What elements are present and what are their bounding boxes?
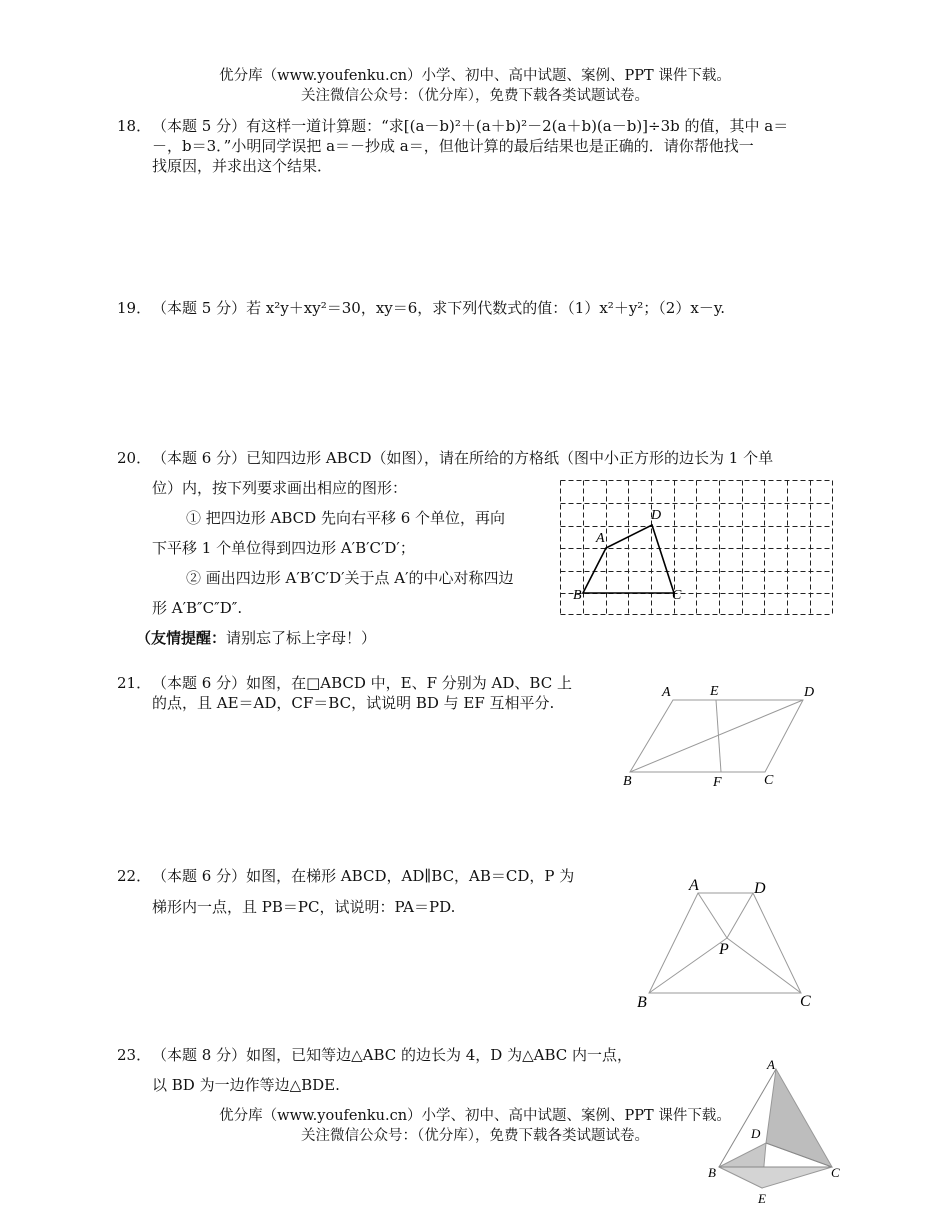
q21-parallelogram-figure: [615, 678, 830, 793]
shaded-triangle-bec: [719, 1167, 832, 1188]
q18-line-1: （本题 5 分）有这样一道计算题：“求[(a－b)²＋(a＋b)²－2(a＋b)(a－b)]÷3b 的值，其中 a＝: [152, 117, 789, 135]
q18-line-2: －，b＝3．”小明同学误把 a＝－抄成 a＝，但他计算的最后结果也是正确的．请你帮他找一: [152, 137, 754, 155]
label-B: B: [573, 588, 582, 603]
segment-pd: [727, 893, 753, 938]
label-D: D: [651, 508, 662, 523]
q18-line-3: 找原因，并求出这个结果．: [152, 157, 333, 175]
q18-number: 18．: [117, 117, 152, 135]
label-B: B: [623, 774, 632, 789]
q23-number: 23．: [117, 1046, 152, 1064]
q20-reminder: [136, 628, 376, 648]
label-C: C: [764, 773, 774, 788]
segment-pc: [727, 938, 801, 993]
q20-number: 20．: [117, 449, 152, 467]
q23-line-1: （本题 8 分）如图，已知等边△ABC 的边长为 4，D 为△ABC 内一点，: [152, 1046, 633, 1064]
q20-line-3: ① 把四边形 ABCD 先向右平移 6 个单位，再向: [186, 509, 506, 527]
header-line-2: 关注微信公众号：（优分库），免费下载各类试题试卷。: [301, 88, 649, 104]
q20-line-1: （本题 6 分）已知四边形 ABCD（如图），请在所给的方格纸（图中小正方形的边长为 1 个单: [152, 449, 774, 467]
q20-line-2: 位）内，按下列要求画出相应的图形：: [152, 479, 408, 497]
label-A: A: [596, 531, 605, 546]
label-E: E: [710, 684, 719, 699]
label-A: A: [689, 877, 699, 894]
q22-number: 22．: [117, 867, 152, 885]
q20-grid-figure: [556, 476, 838, 618]
segment-pb: [649, 938, 727, 993]
q20-reminder-text: 请别忘了标上字母！）: [226, 629, 377, 647]
q22-line-2: 梯形内一点，且 PB＝PC，试说明：PA＝PD.: [152, 898, 456, 916]
q19-number: 19．: [117, 299, 152, 317]
q21-number: 21．: [117, 674, 152, 692]
label-E: E: [758, 1191, 766, 1206]
label-C: C: [831, 1165, 840, 1180]
label-C: C: [672, 588, 682, 603]
segment-pa: [698, 893, 727, 938]
q19-text: （本题 5 分）若 x²y＋xy²＝30，xy＝6，求下列代数式的值：（1）x²＋y²；（2）x－y.: [152, 299, 726, 317]
label-D: D: [754, 880, 766, 897]
q21-line-1: （本题 6 分）如图，在□ABCD 中，E、F 分别为 AD、BC 上: [152, 674, 572, 692]
q20-reminder-label: （友情提醒：: [136, 629, 227, 647]
q21-line-2: 的点，且 AE＝AD，CF＝BC，试说明 BD 与 EF 互相平分.: [152, 694, 555, 712]
label-B: B: [637, 994, 647, 1011]
q20-line-6: 形 A′B″C″D″.: [152, 599, 243, 617]
label-B: B: [708, 1165, 716, 1180]
label-P: P: [719, 941, 729, 958]
q20-line-5: ② 画出四边形 A′B′C′D′关于点 A′的中心对称四边: [186, 569, 514, 587]
label-D: D: [804, 685, 815, 700]
footer-line-2: 关注微信公众号：（优分库），免费下载各类试题试卷。: [301, 1128, 649, 1144]
header-line-1: 优分库（www.youfenku.cn）小学、初中、高中试题、案例、PPT 课件下载。: [219, 68, 731, 84]
grid-lines: [561, 481, 833, 615]
q23-line-2: 以 BD 为一边作等边△BDE.: [152, 1076, 340, 1094]
q22-trapezoid-figure: [628, 872, 828, 1012]
label-C: C: [800, 993, 811, 1010]
label-D: D: [751, 1126, 761, 1141]
label-F: F: [713, 775, 722, 790]
label-A: A: [767, 1057, 775, 1072]
q20-line-4: 下平移 1 个单位得到四边形 A′B′C′D′；: [152, 539, 415, 557]
q22-line-1: （本题 6 分）如图，在梯形 ABCD，AD∥BC，AB＝CD，P 为: [152, 867, 575, 885]
label-A: A: [662, 685, 671, 700]
footer-line-1: 优分库（www.youfenku.cn）小学、初中、高中试题、案例、PPT 课件下载。: [219, 1108, 731, 1124]
